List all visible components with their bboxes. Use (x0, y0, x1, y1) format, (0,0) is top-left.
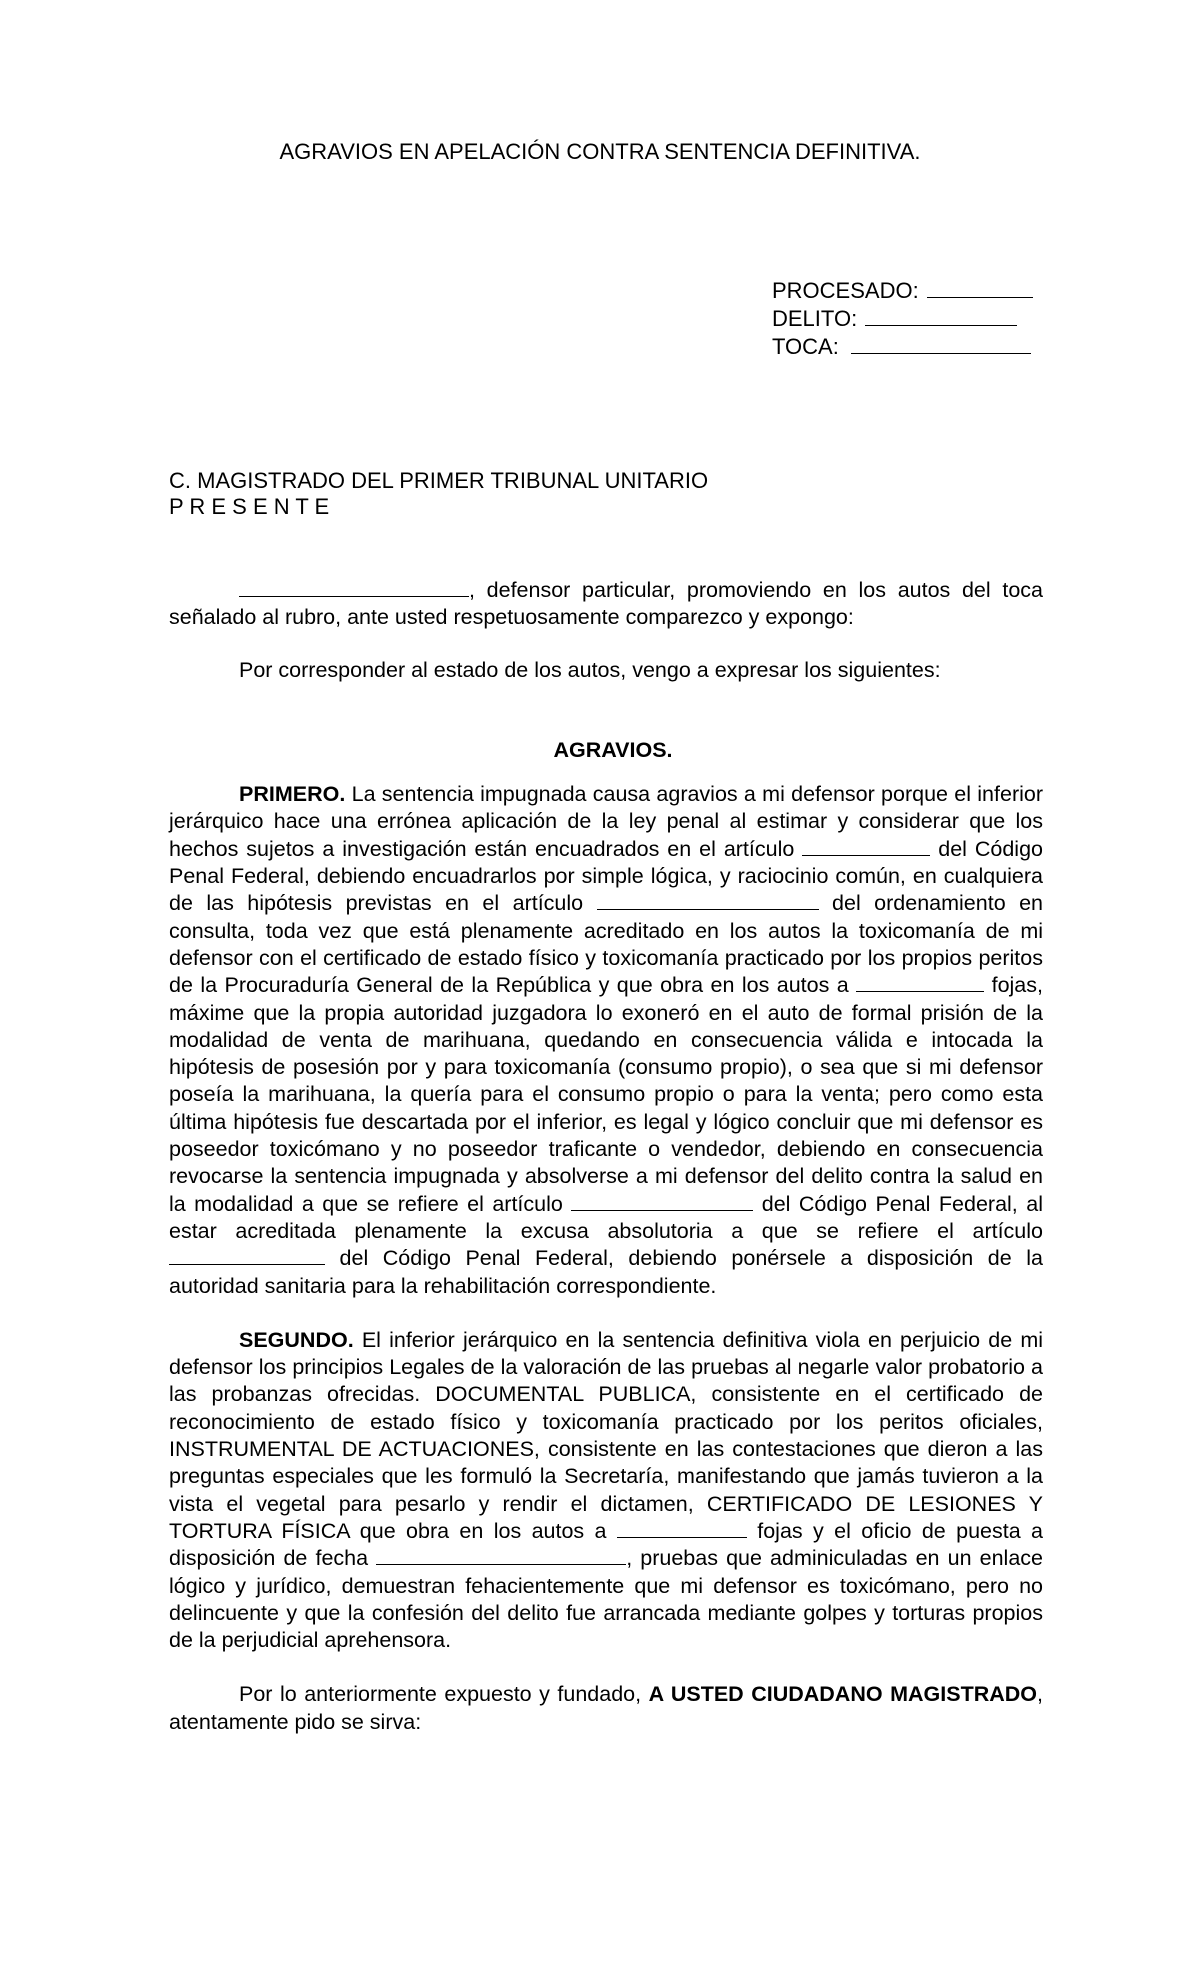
blank-fecha[interactable] (376, 1545, 626, 1565)
field-label: TOCA: (772, 334, 839, 359)
primero-paragraph: PRIMERO. La sentencia impugnada causa agravios a mi defensor porque el inferior jerárquico hace una errónea aplicación de la ley penal al estimar y considerar que los hechos sujetos a investigación están encuadrados en el artículo del Código Penal Federal, debiendo encuadrarlos por simple lógica, y raciocinio común, en cualquiera de las hipótesis previstas en el artículo del ordenamiento en consulta, toda vez que está plenamente acreditado en los autos la toxicomanía de mi defensor con el certificado de estado físico y toxicomanía practicado por los propios peritos de la Procuraduría General de la República y que obra en los autos a fojas, máxime que la propia autoridad juzgadora lo exoneró en el auto de formal prisión de la modalidad de venta de marihuana, quedando en consecuencia válida e intocada la hipótesis de posesión por y para toxicomanía (consumo propio), o sea que si mi defensor poseía la marihuana, la quería para el consumo propio o para la venta; pero como esta última hipótesis fue descartada por el inferior, es legal y lógico concluir que mi defensor es poseedor toxicómano y no poseedor traficante o vendedor, debiendo en consecuencia revocarse la sentencia impugnada y absolverse a mi defensor del delito contra la salud en la modalidad a que se refiere el artículo del Código Penal Federal, al estar acreditada plenamente la excusa absolutoria a que se refiere el artículo del Código Penal Federal, debiendo ponérsele a disposición de la autoridad sanitaria para la rehabilitación correspondiente. (169, 782, 1044, 1298)
intro-text: , defensor particular, promoviendo en los autos del toca señalado al rubro, ante usted respetuosamente comparezco y expongo: (169, 578, 1043, 630)
addressee (169, 468, 708, 520)
closing-addressee: A USTED CIUDADANO MAGISTRADO (648, 1682, 1038, 1707)
intro-paragraph (169, 577, 1043, 632)
closing-paragraph: Por lo anteriormente expuesto y fundado, A USTED CIUDADANO MAGISTRADO, atentamente pido se sirva: (169, 1682, 1043, 1734)
field-label: DELITO: (772, 306, 858, 331)
section-heading (169, 737, 1043, 764)
blank-articulo-1[interactable] (802, 836, 930, 856)
blank-articulo-3[interactable] (571, 1191, 753, 1211)
header-fields (772, 277, 1033, 361)
blank-articulo-4[interactable] (169, 1245, 325, 1265)
addressee-line: C. MAGISTRADO DEL PRIMER TRIBUNAL UNITARIO (169, 468, 709, 493)
field-label: PROCESADO: (772, 278, 919, 303)
blank-articulo-2[interactable] (597, 890, 819, 910)
addressee-present: P R E S E N T E (169, 494, 330, 519)
blank-fojas-2[interactable] (617, 1518, 747, 1538)
field-delito (772, 305, 1033, 333)
blank-procesado[interactable] (927, 277, 1033, 298)
blank-fojas-1[interactable] (856, 972, 984, 992)
blank-delito[interactable] (865, 305, 1017, 326)
field-procesado (772, 277, 1033, 305)
document-body (169, 577, 1043, 1736)
blank-defensor[interactable] (239, 577, 469, 597)
segundo-label: SEGUNDO. (239, 1327, 354, 1352)
lead-paragraph: Por corresponder al estado de los autos, vengo a expresar los siguientes: (239, 657, 941, 682)
primero-label: PRIMERO. (239, 782, 346, 807)
section-heading-text: AGRAVIOS. (553, 737, 673, 762)
document-title: AGRAVIOS EN APELACIÓN CONTRA SENTENCIA DEFINITIVA. (279, 139, 921, 164)
field-toca (772, 333, 1033, 361)
segundo-paragraph: SEGUNDO. El inferior jerárquico en la sentencia definitiva viola en perjuicio de mi defensor los principios Legales de la valoración de las pruebas al negarle valor probatorio a las probanzas ofrecidas. DOCUMENTAL PUBLICA, consistente en el certificado de reconocimiento de estado físico y toxicomanía practicado por los peritos oficiales, INSTRUMENTAL DE ACTUACIONES, consistente en las contestaciones que dieron a las preguntas especiales que les formuló la Secretaría, manifestando que jamás tuvieron a la vista el vegetal para pesarlo y rendir el dictamen, CERTIFICADO DE LESIONES Y TORTURA FÍSICA que obra en los autos a fojas y el oficio de puesta a disposición de fecha , pruebas que adminiculadas en un enlace lógico y jurídico, demuestran fehacientemente que mi defensor es toxicómano, pero no delincuente y que la confesión del delito fue arrancada mediante golpes y torturas propios de la perjudicial aprehensora. (169, 1327, 1043, 1653)
blank-toca[interactable] (851, 333, 1031, 354)
